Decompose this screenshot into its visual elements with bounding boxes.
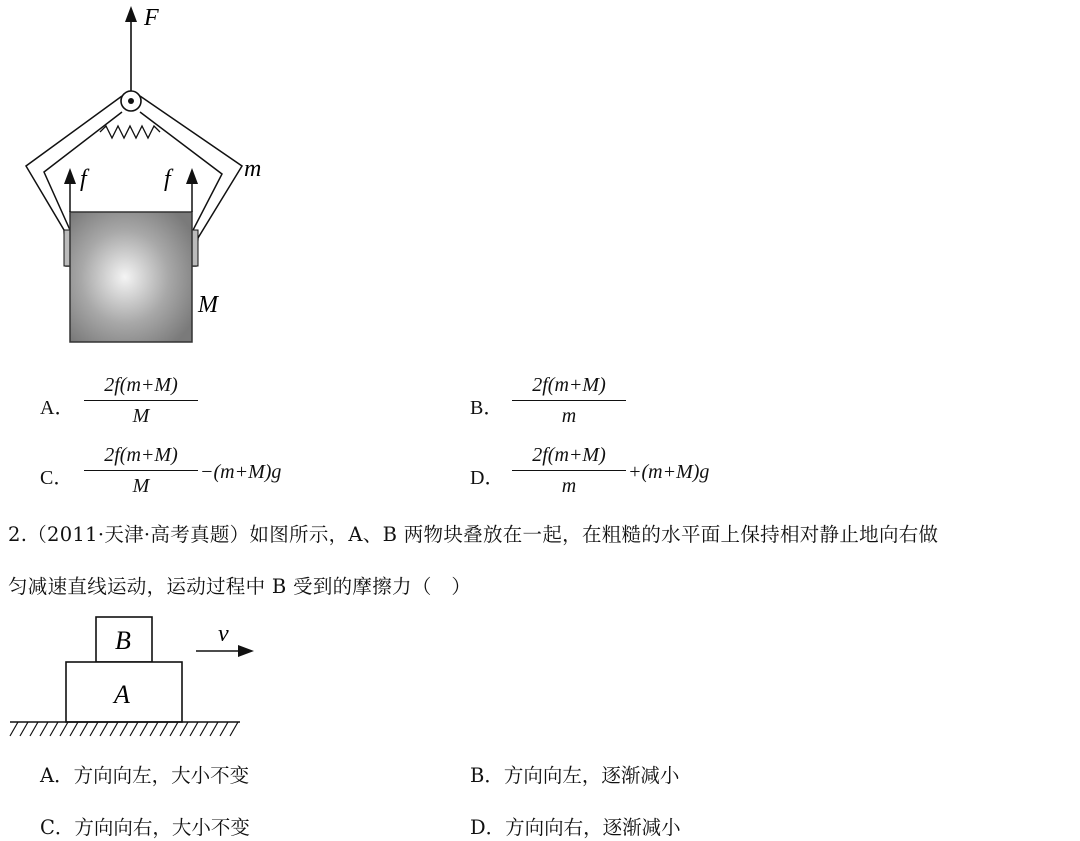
friction-label-right: f [164,166,171,192]
q1-option-d-tail: +(m+M)g [628,461,710,483]
q1-option-b-formula: 2f(m+M) m [512,374,626,428]
q2-text-line2: 匀减速直线运动，运动过程中 B 受到的摩擦力（ ） [8,575,472,598]
block-mass-label: M [198,292,218,318]
q1-option-a-formula: 2f(m+M) M [84,374,198,428]
q1-option-d-formula: 2f(m+M) m [512,444,626,498]
spring [100,126,160,138]
velocity-label: v [218,621,229,647]
stacked-blocks-figure [0,605,260,745]
q2-text-line1: 2.（2011·天津·高考真题）如图所示，A、B 两物块叠放在一起，在粗糙的水平面上保持相对静止地向右做 [8,523,939,546]
q1-option-b-label[interactable]: B． [470,397,504,419]
q2-option-d[interactable]: D．方向向右，逐渐减小 [470,816,681,839]
force-label: F [144,5,159,31]
q1-option-d-label[interactable]: D． [470,467,505,489]
q1-option-a-label[interactable]: A． [40,397,75,419]
q2-option-b[interactable]: B．方向向左，逐渐减小 [470,764,680,787]
q1-option-c-label[interactable]: C． [40,467,74,489]
q1-option-c-tail: −(m+M)g [200,461,282,483]
q1-option-c-formula: 2f(m+M) M [84,444,198,498]
clamp-figure [0,0,300,350]
friction-label-left: f [80,166,87,192]
block-b-label: B [115,626,131,655]
ground-hatching [10,722,238,736]
q2-option-c[interactable]: C．方向向右，大小不变 [40,816,250,839]
q2-option-a[interactable]: A．方向向左，大小不变 [40,764,250,787]
block-m [70,212,192,342]
clamp-mass-label: m [244,156,262,182]
block-a-label: A [114,680,130,709]
